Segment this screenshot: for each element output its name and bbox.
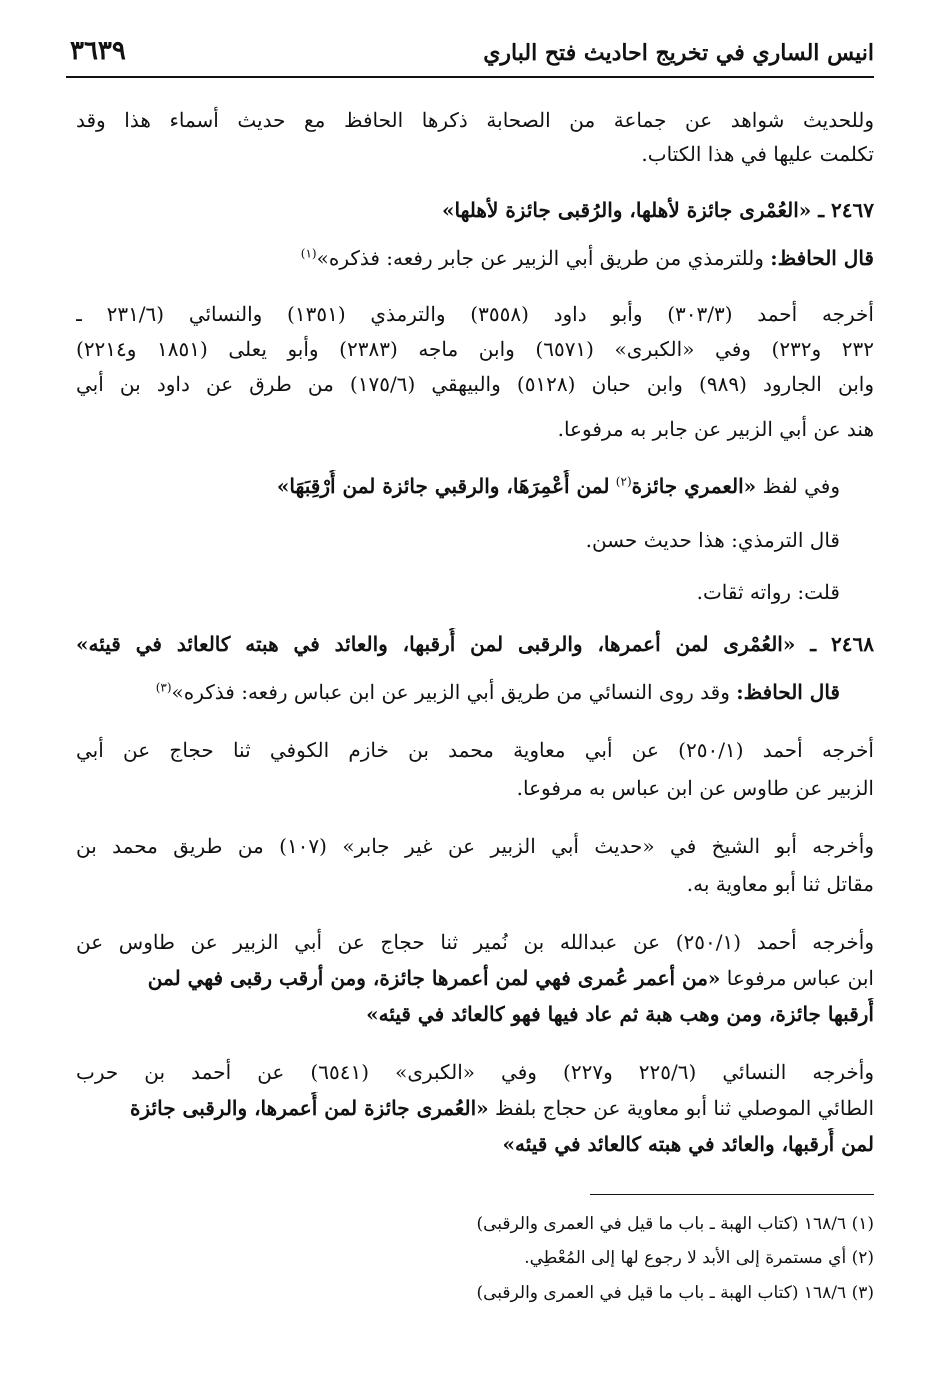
lafz-text: «العمري جائزة bbox=[631, 474, 757, 498]
takhrij-line: أخرجه أحمد (٢٥٠/١) عن أبي معاوية محمد بن خازم الكوفي ثنا حجاج عن أبي bbox=[76, 738, 874, 762]
takhrij-line: وأخرجه أحمد (٢٥٠/١) عن عبدالله بن نُمير ثنا حجاج عن أبي الزبير عن طاوس عن bbox=[76, 930, 874, 954]
takhrij-line: وأخرجه النسائي (٢٢٥/٦ و٢٢٧) وفي «الكبرى» (٦٥٤١) عن أحمد بن حرب bbox=[76, 1060, 874, 1084]
footnote-ref: (٢) bbox=[615, 474, 632, 489]
takhrij-line: وأخرجه أبو الشيخ في «حديث أبي الزبير عن غير جابر» (١٠٧) من طريق محمد بن bbox=[76, 834, 874, 858]
hadith-text: «العُمرى جائزة لمن أُعمرها، والرقبى جائزة bbox=[130, 1096, 489, 1120]
takhrij-line bbox=[76, 962, 874, 996]
hafiz-label: قال الحافظ: bbox=[770, 246, 874, 270]
page-number: ٣٦٣٩ bbox=[70, 36, 126, 66]
takhrij-line: ٢٣٢ و٢٣٢) وفي «الكبرى» (٦٥٧١) وابن ماجه (٢٣٨٣) وأبو يعلى (١٨٥١ و٢٢١٤) bbox=[76, 337, 874, 361]
takhrij-line bbox=[76, 1092, 874, 1126]
footnote: (١) ١٦٨/٦ (كتاب الهبة ـ باب ما قيل في العمرى والرقبى) bbox=[476, 1214, 874, 1234]
footnote-divider bbox=[590, 1194, 874, 1195]
hafiz-text: وقد روى النسائي من طريق أبي الزبير عن ابن عباس رفعه: فذكره» bbox=[171, 680, 730, 704]
hadith-text: «من أعمر عُمرى فهي لمن أعمرها جائزة، ومن أرقب رقبى فهي لمن bbox=[147, 966, 721, 990]
tirmidhi-grading: قال الترمذي: هذا حديث حسن. bbox=[585, 528, 840, 552]
takhrij-text: ابن عباس مرفوعا bbox=[726, 966, 874, 990]
takhrij-text: الطائي الموصلي ثنا أبو معاوية عن حجاج بلفظ bbox=[495, 1096, 874, 1120]
hadith-text: لمن أُرقبها، والعائد في هبته كالعائد في قيئه» bbox=[502, 1132, 874, 1156]
hadith-heading-2467: ٢٤٦٧ ـ «العُمْرى جائزة لأهلها، والرُقبى جائزة لأهلها» bbox=[441, 198, 874, 222]
intro-line: وللحديث شواهد عن جماعة من الصحابة ذكرها الحافظ مع حديث أسماء هذا وقد bbox=[76, 108, 874, 132]
takhrij-line: هند عن أبي الزبير عن جابر به مرفوعا. bbox=[557, 417, 874, 441]
takhrij-line: مقاتل ثنا أبو معاوية به. bbox=[686, 872, 874, 896]
hadith-heading-2468: ٢٤٦٨ ـ «العُمْرى لمن أعمرها، والرقبى لمن أُرقبها، والعائد في هبته كالعائد في قيئه» bbox=[76, 632, 874, 656]
takhrij-line: الزبير عن طاوس عن ابن عباس به مرفوعا. bbox=[516, 776, 874, 800]
intro-line: تكلمت عليها في هذا الكتاب. bbox=[641, 142, 874, 166]
book-title: انيس الساري في تخريج احاديث فتح الباري bbox=[483, 40, 874, 66]
footnote: (٢) أي مستمرة إلى الأبد لا رجوع لها إلى المُعْطِي. bbox=[524, 1248, 874, 1268]
hafiz-quote bbox=[76, 676, 840, 710]
hafiz-text: وللترمذي من طريق أبي الزبير عن جابر رفعه: فذكره» bbox=[316, 246, 764, 270]
footnote-ref: (١) bbox=[300, 246, 317, 261]
author-note: قلت: رواته ثقات. bbox=[696, 580, 840, 604]
lafz-text: لمن أُعْمِرَهَا، والرقبي جائزة لمن أُرْقِبَهَا» bbox=[276, 474, 610, 498]
lafz-line bbox=[76, 470, 840, 504]
running-header bbox=[66, 36, 874, 78]
footnote-ref: (٣) bbox=[155, 680, 172, 695]
hadith-text: أُرقبها جائزة، ومن وهب هبة ثم عاد فيها فهو كالعائد في قيئه» bbox=[366, 1002, 874, 1026]
hafiz-label: قال الحافظ: bbox=[736, 680, 840, 704]
takhrij-line: وابن الجارود (٩٨٩) وابن حبان (٥١٢٨) والبيهقي (١٧٥/٦) من طرق عن داود بن أبي bbox=[76, 372, 874, 396]
footnote: (٣) ١٦٨/٦ (كتاب الهبة ـ باب ما قيل في العمرى والرقبى) bbox=[476, 1283, 874, 1303]
lafz-prefix: وفي لفظ bbox=[762, 474, 840, 498]
hafiz-quote bbox=[76, 242, 874, 276]
takhrij-line: أخرجه أحمد (٣٠٣/٣) وأبو داود (٣٥٥٨) والترمذي (١٣٥١) والنسائي (٢٣١/٦ ـ bbox=[76, 302, 874, 326]
